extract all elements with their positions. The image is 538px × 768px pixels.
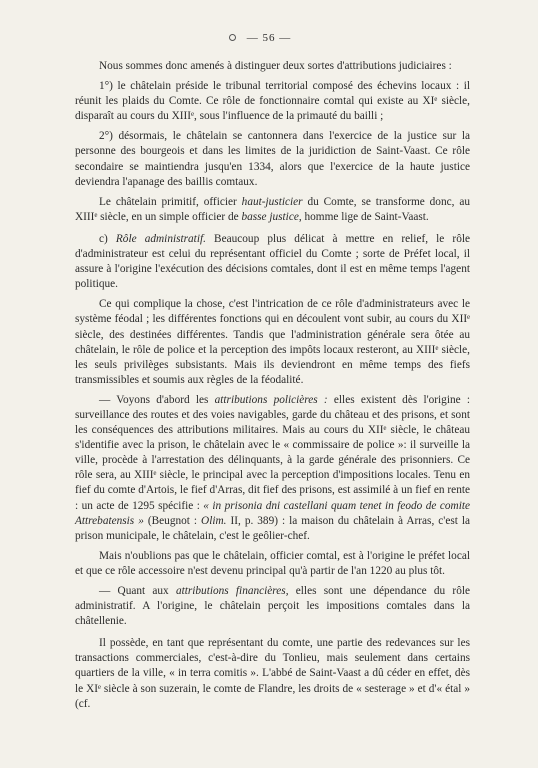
italic-text: Rôle administratif. <box>115 232 206 245</box>
italic-text: attributions policières : <box>214 393 328 406</box>
paragraph: Nous sommes donc amenés à distinguer deux sortes d'attributions judiciaires : <box>99 60 452 72</box>
paragraph: — Voyons d'abord les attributions policières : elles existent dès l'origine : surveillance des routes et des voies navigables, garde du château et des prisons, et sont les conséquences des attributions militaires. Mais au cours du XIIᵉ siècle, le château s'identifie avec la prison, le châtelain avec le « commissaire de police »: il surveille la ville, procède à l'arrestation des délinquants, à la garde générale des prisonniers. Ce rôle sera, au XIIIᵉ siècle, le principal avec la perception d'impositions locales. Tenu en fief du comte d'Artois, le fief d'Arras, dit fief des prisons, est assimilé à un fief en rente : un acte de 1295 spécifie : « in prisonia dni castellani quam tenet in feodo de comite Attrebatensis » (Beugnot : Olim. II, p. 389) : la maison du châtelain à Arras, c'est la prison municipale, le châtelain, c'est le geôlier-chef. <box>75 393 471 542</box>
italic-text: basse justice <box>241 210 299 223</box>
paragraph: 2°) désormais, le châtelain se cantonnera dans l'exercice de la justice sur la personne des bourgeois et dans les limites de la juridiction de Saint-Vaast. Ce rôle secondaire se maintiendra jusqu'en 1334, alors que l'exercice de la haute justice deviendra l'apanage des baillis comtaux. <box>75 130 470 188</box>
paragraph: Mais n'oublions pas que le châtelain, officier comtal, est à l'origine le préfet local et que ce rôle accessoire n'est devenu principal qu'à partir de l'an 1220 au plus tôt. <box>75 549 470 577</box>
paragraph: 1°) le châtelain préside le tribunal territorial composé des échevins locaux : il réunit les plaids du Comte. Ce rôle de fonctionnaire comtal qui existe au XIᵉ siècle, disparaît au cours du XIIIᵉ, sous l'influence de la primauté du bailli ; <box>75 80 470 123</box>
paragraph: — Quant aux attributions financières, elles sont une dépendance du rôle administratif. A l'origine, le châtelain perçoit les impositions comtales dans la châtellenie. <box>75 585 470 628</box>
italic-text: haut-justicier <box>241 195 303 208</box>
paragraph: Le châtelain primitif, officier haut-justicier du Comte, se transforme donc, au XIIIᵉ siècle, en un simple officier de basse justice, homme lige de Saint-Vaast. <box>75 195 470 223</box>
body-text <box>75 59 470 717</box>
italic-text: attributions financières, <box>175 585 289 597</box>
page-number: — 56 — <box>246 32 292 44</box>
paragraph: c) Rôle administratif. Beaucoup plus délicat à mettre en relief, le rôle d'administrateur est celui du représentant officiel du Comte ; sorte de Préfet local, il assure à l'origine l'exécution des décisions comtales, dont il est en même temps l'agent politique. <box>75 232 470 291</box>
paragraph: Il possède, en tant que représentant du comte, une partie des redevances sur les transactions commerciales, c'est-à-dire du Tonlieu, mais seulement dans certains quartiers de la ville, « in terra comitis ». L'abbé de Saint-Vaast a dû céder en effet, dès le XIᵉ siècle à son suzerain, le comte de Flandre, les droits de « sesterage » et d'« étal » (cf. <box>75 637 470 710</box>
paragraph: Ce qui complique la chose, c'est l'intrication de ce rôle d'administrateurs avec le système féodal ; les différentes fonctions qui en découlent vont subir, au cours du XIIᵉ siècle, des destinées différentes. Tandis que l'administration générale sera ôtée au châtelain, le rôle de police et la perception des impôts locaux resteront, au XIIIᵉ siècle, les seuls privilèges subsistants. Mais ils deviendront en même temps des fiefs transmissibles et soumis aux règles de la féodalité. <box>75 298 470 386</box>
italic-text: Olim. <box>201 514 227 527</box>
italic-text: « in prisonia dni castellani quam tenet in feodo de comite Attrebatensis » <box>75 499 470 527</box>
